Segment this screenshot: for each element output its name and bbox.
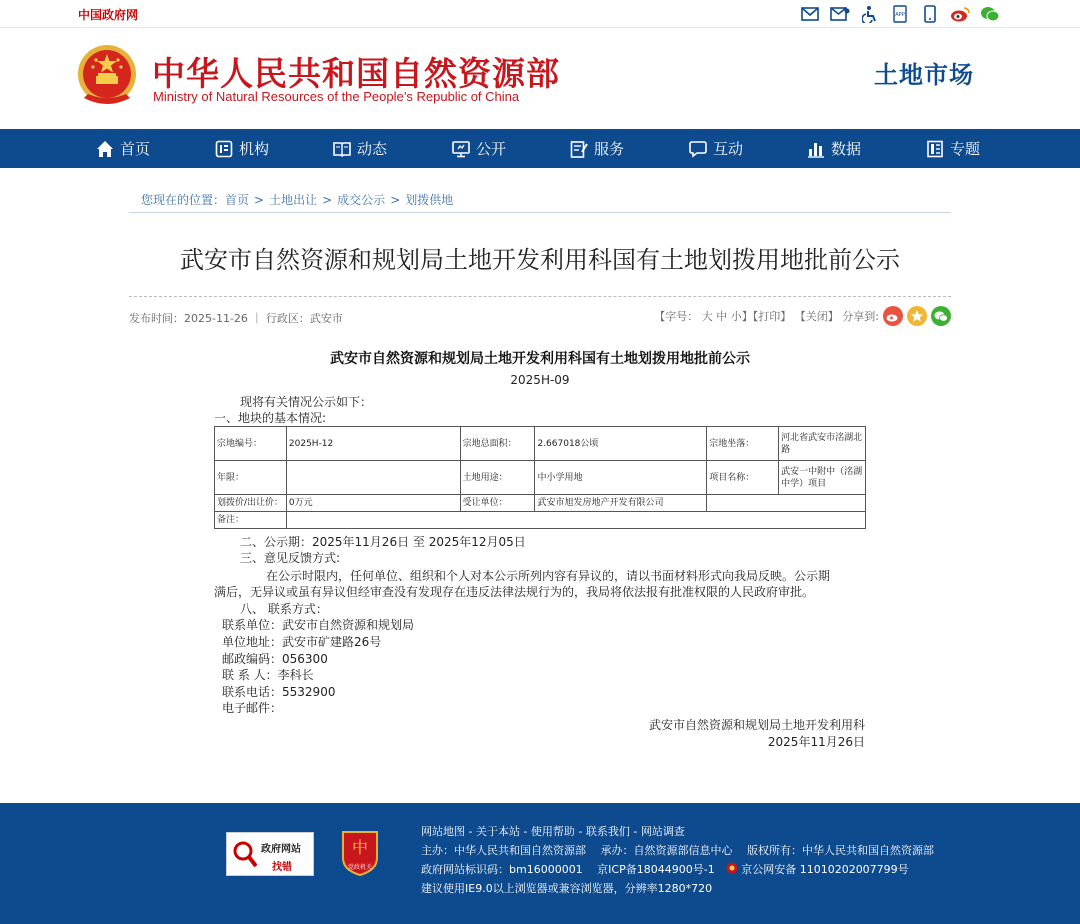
weibo-icon[interactable]: [950, 4, 970, 24]
main-nav: [0, 129, 1080, 168]
footer-registration: [421, 860, 934, 879]
org-icon: [215, 140, 233, 158]
topic-icon: [926, 140, 944, 158]
contact-row: [222, 667, 314, 683]
table-cell: 项目名称：: [707, 461, 779, 495]
news-icon: [333, 140, 351, 158]
nav-label: 公开: [476, 140, 507, 158]
table-cell: 河北省武安市洺湖北路: [779, 427, 866, 461]
gov-site-error-report-badge[interactable]: [226, 832, 314, 876]
contact-row: [222, 700, 282, 716]
table-cell: [707, 495, 866, 512]
section-3-line2: 满后，无异议或虽有异议但经审查没有发现存在违反法律法规行为的，我局将依法报有批准权限的人民政府审批。: [214, 585, 815, 599]
breadcrumb-divider: [129, 212, 951, 213]
document-number: 2025H-09: [510, 373, 570, 387]
footer-browser-note: 建议使用IE9.0以上浏览器或兼容浏览器，分辨率1280*720: [421, 882, 713, 895]
top-icons: [800, 4, 1000, 24]
gov-portal-link[interactable]: 中国政府网: [78, 8, 139, 22]
contact-label: 联系单位：: [222, 618, 283, 632]
article-meta: 发布时间：2025-11-26 ｜ 行政区：武安市: [129, 312, 343, 325]
accessibility-icon[interactable]: [860, 4, 880, 24]
table-cell: [286, 461, 460, 495]
contact-row: [222, 684, 335, 700]
contact-value: 056300: [282, 652, 328, 666]
party-gov-organ-badge[interactable]: [339, 828, 381, 876]
contact-row: [222, 651, 328, 667]
contact-row: [222, 634, 381, 650]
table-cell: 武安一中附中（洺湖中学）项目: [779, 461, 866, 495]
table-cell: 受让单位：: [460, 495, 535, 512]
channel-title: 土地市场: [874, 61, 974, 89]
app-icon[interactable]: [890, 4, 910, 24]
document-title: 武安市自然资源和规划局土地开发利用科国有土地划拨用地批前公示: [330, 351, 750, 367]
contact-value: 武安市矿建路26号: [282, 635, 382, 649]
article-tools-text[interactable]: 【字号： 大 中 小】【打印】 【关闭】 分享到:: [654, 310, 879, 323]
table-cell: 武安市旭发房地产开发有限公司: [535, 495, 707, 512]
badge-text: 找错: [272, 862, 292, 873]
footer-police-record: 京公网安备 11010202007799号: [741, 863, 909, 876]
breadcrumb-prefix: 您现在的位置：: [141, 193, 226, 207]
contact-label: 单位地址：: [222, 635, 283, 649]
section-3-heading: 三、意见反馈方式:: [240, 551, 341, 565]
svg-text:中: 中: [351, 838, 369, 857]
contact-label: 邮政编码：: [222, 652, 283, 666]
nav-label: 互动: [713, 140, 744, 158]
table-cell: 土地用途：: [460, 461, 535, 495]
contact-value: 5532900: [282, 685, 336, 699]
intro-text: 现将有关情况公示如下：: [240, 395, 373, 409]
breadcrumb-separator: >: [322, 193, 333, 207]
contact-value: 武安市自然资源和规划局: [282, 618, 415, 632]
site-title-cn: 中华人民共和国自然资源部: [152, 54, 560, 93]
land-info-table: [214, 426, 866, 529]
nav-service[interactable]: [570, 129, 624, 168]
contact-label: 联 系 人：: [222, 668, 278, 682]
table-cell: 宗地编号：: [215, 427, 287, 461]
table-cell: 2025H-12: [286, 427, 460, 461]
contact-value: 李科长: [277, 668, 314, 682]
breadcrumb-separator: >: [254, 193, 265, 207]
table-row: [215, 512, 866, 529]
breadcrumb-allocation[interactable]: 划拨供地: [405, 193, 454, 207]
data-icon: [807, 140, 825, 158]
section-2-period: 二、公示期：2025年11月26日 至 2025年12月05日: [240, 535, 526, 549]
nav-data[interactable]: [807, 129, 861, 168]
table-cell: [286, 512, 865, 529]
nav-label: 数据: [831, 140, 862, 158]
breadcrumb-land-transfer[interactable]: 土地出让: [269, 193, 318, 207]
section-3-line1: 在公示时限内，任何单位、组织和个人对本公示所列内容有异议的，请以书面材料形式向我局反映。公示期: [266, 569, 831, 583]
breadcrumb-deal-notice[interactable]: 成交公示: [337, 193, 386, 207]
nav-label: 首页: [120, 140, 151, 158]
footer-links[interactable]: 网站地图 - 关于本站 - 使用帮助 - 联系我们 - 网站调查: [421, 825, 685, 838]
badge-text: 党政机关: [347, 864, 372, 871]
weibo-share-icon[interactable]: [883, 306, 903, 326]
nav-news[interactable]: [333, 129, 387, 168]
national-emblem-logo[interactable]: [76, 44, 138, 110]
home-icon: [96, 140, 114, 158]
footer-sponsor: 主办：中华人民共和国自然资源部 承办：自然资源部信息中心 版权所有：中华人民共和国自然资源部: [421, 844, 934, 857]
nav-org[interactable]: [215, 129, 269, 168]
nav-topic[interactable]: [926, 129, 980, 168]
table-row: [215, 495, 866, 512]
table-cell: 划拨价/出让价：: [215, 495, 287, 512]
nav-label: 动态: [357, 140, 388, 158]
nav-home[interactable]: [96, 129, 150, 168]
breadcrumb: [141, 191, 458, 208]
article-tools: [654, 306, 951, 326]
table-cell: 备注：: [215, 512, 287, 529]
section-1-heading: 一、地块的基本情况:: [214, 411, 327, 425]
interaction-icon: [689, 140, 707, 158]
wechat-share-icon[interactable]: [931, 306, 951, 326]
signature-org: 武安市自然资源和规划局土地开发利用科: [648, 718, 865, 732]
mail-icon[interactable]: [800, 4, 820, 24]
table-cell: 年限：: [215, 461, 287, 495]
qzone-share-icon[interactable]: [907, 306, 927, 326]
feedback-icon[interactable]: [830, 4, 850, 24]
table-row: [215, 427, 866, 461]
badge-text: 政府网站: [261, 844, 301, 855]
table-cell: 中小学用地: [535, 461, 707, 495]
signature-date: 2025年11月26日: [767, 735, 865, 749]
footer-icp: 政府网站标识码：bm16000001 京ICP备18044900号-1: [421, 863, 715, 876]
contact-label: 电子邮件：: [222, 701, 283, 715]
wechat-icon[interactable]: [980, 4, 1000, 24]
table-cell: 0万元: [286, 495, 460, 512]
breadcrumb-home[interactable]: 首页: [225, 193, 250, 207]
title-divider: [129, 296, 951, 297]
page-title: 武安市自然资源和规划局土地开发利用科国有土地划拨用地批前公示: [180, 246, 900, 274]
svg-text:APP: APP: [895, 12, 905, 18]
table-row: [215, 461, 866, 495]
site-title-en: Ministry of Natural Resources of the People’s Republic of China: [153, 89, 520, 104]
police-badge-icon: [726, 862, 738, 874]
nav-interaction[interactable]: [689, 129, 743, 168]
mobile-icon[interactable]: [920, 4, 940, 24]
nav-label: 服务: [594, 140, 625, 158]
table-cell: 宗地坐落：: [707, 427, 779, 461]
nav-label: 机构: [239, 140, 270, 158]
footer-info: [421, 822, 934, 898]
contact-row: [222, 617, 414, 633]
top-bar: [0, 0, 1080, 28]
section-8-heading: 八、 联系方式：: [240, 602, 328, 616]
breadcrumb-separator: >: [390, 193, 401, 207]
disclosure-icon: [452, 140, 470, 158]
contact-label: 联系电话：: [222, 685, 283, 699]
nav-disclosure[interactable]: [452, 129, 506, 168]
nav-label: 专题: [950, 140, 981, 158]
site-header: [0, 28, 1080, 128]
magnifier-icon: [232, 840, 258, 870]
service-icon: [570, 140, 588, 158]
table-cell: 宗地总面积：: [460, 427, 535, 461]
table-cell: 2.667018公顷: [535, 427, 707, 461]
